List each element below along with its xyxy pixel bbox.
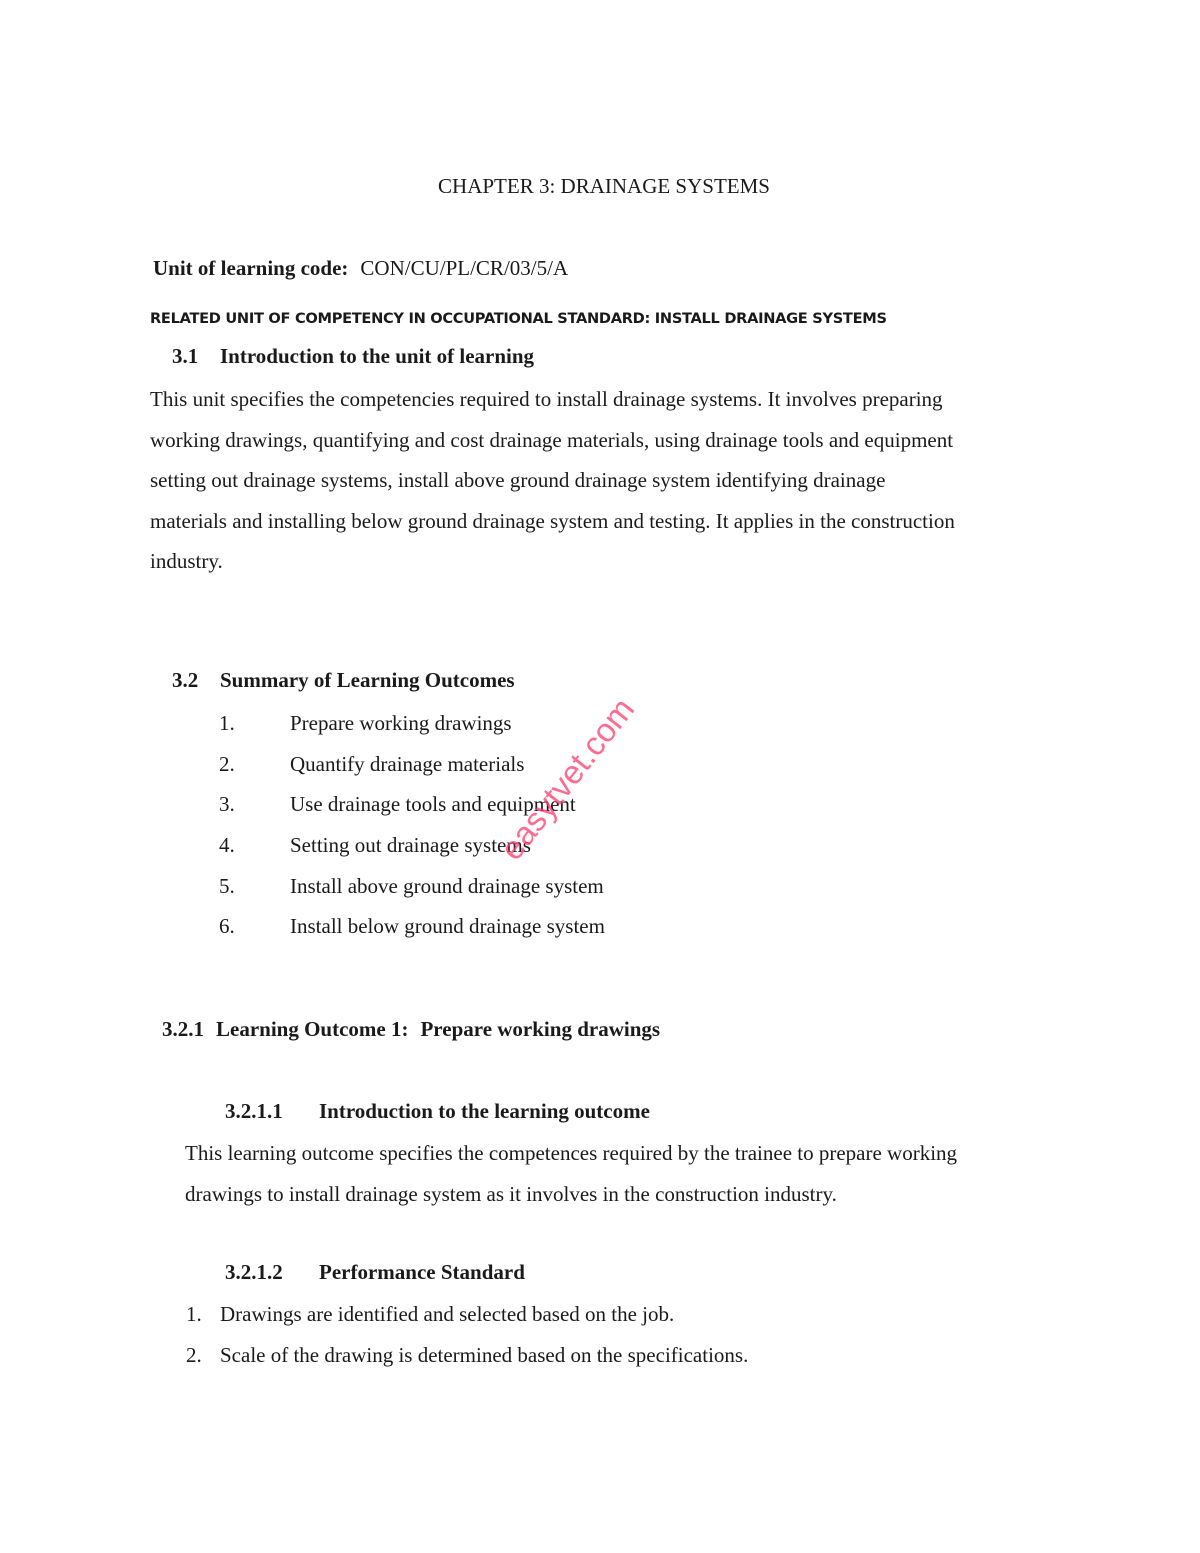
list-text: Quantify drainage materials (290, 751, 525, 776)
section-heading-3-2-1-1 (225, 1099, 650, 1124)
list-number: 5. (219, 873, 235, 898)
list-item (219, 906, 605, 947)
list-text: Drawings are identified and selected based on the job. (220, 1302, 675, 1326)
section-title: Performance Standard (319, 1260, 525, 1284)
list-text: Install above ground drainage system (290, 873, 604, 898)
paragraph-line: drawings to install drainage system as it involves in the construction industry. (185, 1181, 837, 1206)
section-heading-3-1 (172, 344, 534, 369)
chapter-title: CHAPTER 3: DRAINAGE SYSTEMS (438, 174, 770, 198)
section-title: Prepare working drawings (420, 1017, 661, 1041)
section-heading-3-2-1-2 (225, 1260, 525, 1285)
section-number: 3.2.1.2 (225, 1260, 283, 1284)
section-heading-3-2-1 (162, 1017, 660, 1042)
paragraph-line: setting out drainage systems, install above ground drainage system identifying drainage (150, 468, 886, 492)
performance-standard-list (186, 1294, 748, 1376)
list-item (219, 703, 605, 744)
list-text: Setting out drainage systems (290, 833, 531, 858)
section-label: Learning Outcome 1: (216, 1017, 409, 1041)
list-number: 2. (219, 751, 235, 776)
section-heading-3-2 (172, 668, 515, 693)
paragraph-line: This unit specifies the competencies required to install drainage systems. It involves preparing (150, 387, 943, 411)
outcome-intro-paragraph (185, 1133, 957, 1214)
list-number: 6. (219, 914, 235, 939)
list-number: 2. (186, 1343, 202, 1367)
paragraph-line: industry. (150, 549, 223, 573)
unit-code-value: CON/CU/PL/CR/03/5/A (360, 256, 569, 280)
section-title: Introduction to the learning outcome (319, 1099, 650, 1123)
list-text: Use drainage tools and equipment (290, 792, 576, 817)
list-number: 4. (219, 833, 235, 858)
unit-intro-paragraph (150, 379, 1070, 582)
paragraph-line: working drawings, quantifying and cost drainage materials, using drainage tools and equipment (150, 427, 954, 452)
paragraph-line: This learning outcome specifies the competences required by the trainee to prepare working (185, 1141, 958, 1165)
list-number: 3. (219, 792, 235, 817)
section-number: 3.2.1 (162, 1017, 204, 1041)
section-number: 3.2 (172, 668, 199, 692)
list-number: 1. (186, 1302, 202, 1326)
unit-code-line (153, 256, 568, 281)
list-item (186, 1294, 748, 1335)
watermark: easytvet.com (492, 690, 642, 867)
list-text: Install below ground drainage system (290, 914, 605, 939)
list-item (186, 1335, 748, 1376)
related-unit-heading: RELATED UNIT OF COMPETENCY IN OCCUPATIONAL STANDARD: INSTALL DRAINAGE SYSTEMS (150, 310, 887, 327)
list-item (219, 866, 605, 907)
list-number: 1. (219, 711, 235, 735)
section-number: 3.1 (172, 344, 199, 368)
list-text: Scale of the drawing is determined based on the specifications. (220, 1343, 749, 1367)
list-text: Prepare working drawings (290, 711, 512, 735)
section-number: 3.2.1.1 (225, 1099, 283, 1123)
section-title: Introduction to the unit of learning (220, 344, 535, 368)
paragraph-line: materials and installing below ground drainage system and testing. It applies in the construction (150, 508, 955, 533)
section-title: Summary of Learning Outcomes (220, 668, 515, 692)
unit-code-label: Unit of learning code: (153, 256, 349, 280)
